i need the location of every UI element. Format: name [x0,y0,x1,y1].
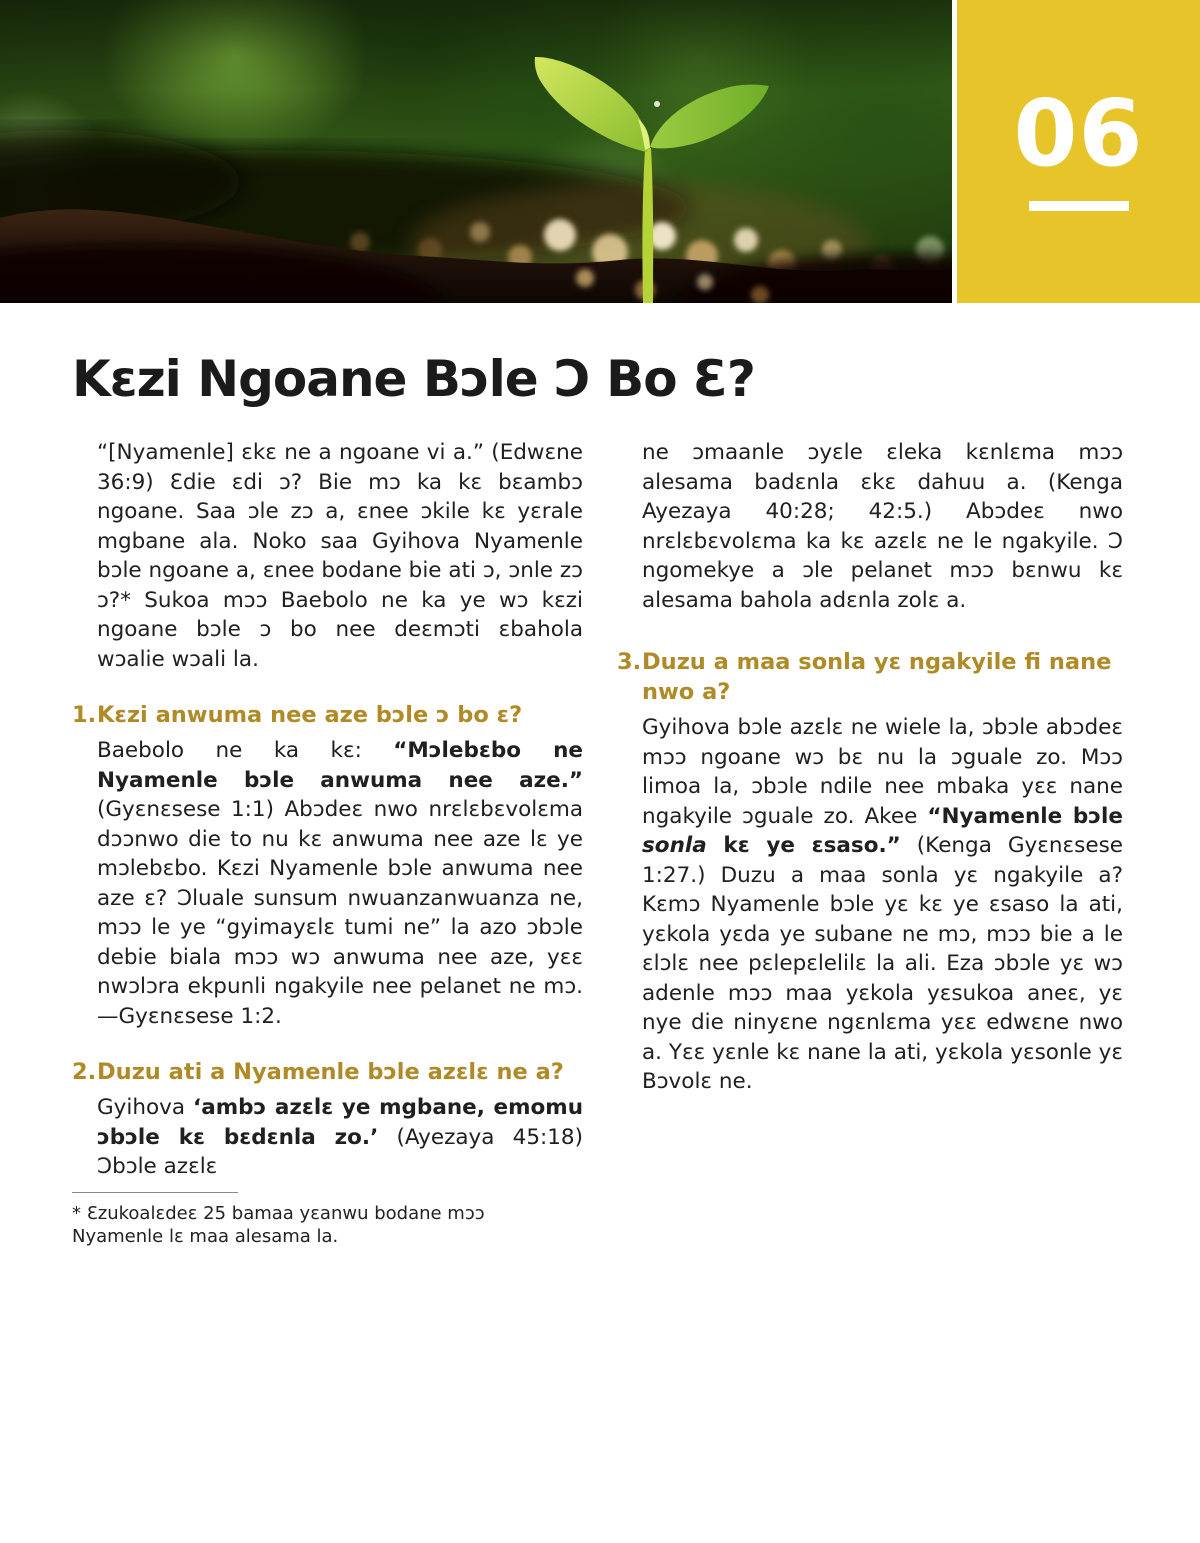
column-left [72,438,583,1248]
question-1-paragraph: Baebolo ne ka kɛ: “Mɔlebɛbo ne Nyamenle bɔle anwuma nee aze.” (Gyɛnɛsese 1:1) Abɔdeɛ nwo nrɛlɛbɛvolɛma dɔɔnwo die to nu kɛ anwuma nee aze lɛ ye mɔlebɛbo. Kɛzi Nyamenle bɔle anwuma nee aze ɛ? Ɔluale sunsum nwuanzanwuanza ne, mɔɔ le ye “gyimayɛlɛ tumi ne” la azo ɔbɔle debie biala mɔɔ wɔ anwuma nee aze, yɛɛ nwɔlɔra ekpunli ngakyile nee pelanet ne mɔ.—Gyɛnɛsese 1:2. [97,738,583,1029]
content-columns [72,438,1123,1248]
footnote-divider [72,1192,238,1193]
question-3-heading [617,647,1123,707]
chapter-underline [1029,201,1129,211]
question-2-paragraph-continued: ne ɔmaanle ɔyɛle ɛleka kɛnlɛma mɔɔ alesama badɛnla ɛkɛ dahuu a. (Kenga Ayezaya 40:28; 42:5.) Abɔdeɛ nwo nrɛlɛbɛvolɛma ka kɛ azɛlɛ ne le ngakyile. Ɔ ngomekye a ɔle pelanet mɔɔ bɛnwu kɛ alesama bahola adɛnla zolɛ a. [642,440,1123,613]
header-photo [0,0,952,303]
question-3-number: 3. [617,649,642,675]
question-2-number: 2. [72,1059,97,1085]
chapter-number: 06 [1013,80,1144,187]
page-title: Kɛzi Ngoane Bɔle Ɔ Bo Ɛ? [72,350,755,408]
question-3-paragraph: Gyihova bɔle azɛlɛ ne wiele la, ɔbɔle abɔdeɛ mɔɔ ngoane wɔ bɛ nu la ɔguale zo. Mɔɔ limoa la, ɔbɔle ndile nee mbaka yɛɛ nane ngakyile ɔguale zo. Akee “Nyamenle bɔle sonla kɛ ye ɛsaso.” (Kenga Gyɛnɛsese 1:27.) Duzu a maa sonla yɛ ngakyile a? Kɛmɔ Nyamenle bɔle yɛ kɛ ye ɛsaso la ati, yɛkola yɛda ye subane ne mɔ, mɔɔ bie a le ɛlɔlɛ nee pɛlepɛlelilɛ la ali. Eza ɔbɔle yɛ wɔ adenle mɔɔ maa yɛkola yɛsukoa aneɛ, yɛ nye die ninyɛne ngɛnlɛma yɛɛ edwɛne nwo a. Yɛɛ yɛnle kɛ nane la ati, yɛkola yɛsonle yɛ Bɔvolɛ ne. [642,715,1123,1094]
footnote [72,1192,583,1248]
intro-paragraph: “[Nyamenle] ɛkɛ ne a ngoane vi a.” (Edwɛne 36:9) Ɛdie ɛdi ɔ? Bie mɔ ka kɛ bɛambɔ ngoane. Saa ɔle zɔ a, ɛnee ɔkile kɛ yɛrale mgbane ala. Noko saa Gyihova Nyamenle bɔle ngoane a, ɛnee bodane bie ati ɔ, ɔnle zɔ ɔ?* Sukoa mɔɔ Baebolo ne ka ye wɔ kɛzi ngoane bɔle ɔ bo nee deɛmɔti ɛbahola wɔalie wɔali la. [97,440,583,672]
soil-and-seedling-graphic [0,0,952,303]
question-2-paragraph: Gyihova ‘ambɔ azɛlɛ ye mgbane, emomu ɔbɔle kɛ bɛdɛnla zo.’ (Ayezaya 45:18) Ɔbɔle azɛlɛ [97,1095,583,1179]
column-right [617,438,1123,1248]
question-2-heading [72,1057,583,1087]
question-3-heading-text: Duzu a maa sonla yɛ ngakyile fi nane nwo a? [642,649,1112,705]
question-1-number: 1. [72,702,97,728]
question-1-heading-text: Kɛzi anwuma nee aze bɔle ɔ bo ɛ? [97,702,523,728]
question-2-heading-text: Duzu ati a Nyamenle bɔle azɛlɛ ne a? [97,1059,564,1085]
question-1-heading [72,700,583,730]
footnote-text: * Ɛzukoalɛdeɛ 25 bamaa yɛanwu bodane mɔɔ Nyamenle lɛ maa alesama la. [72,1202,485,1247]
chapter-badge [957,0,1200,303]
